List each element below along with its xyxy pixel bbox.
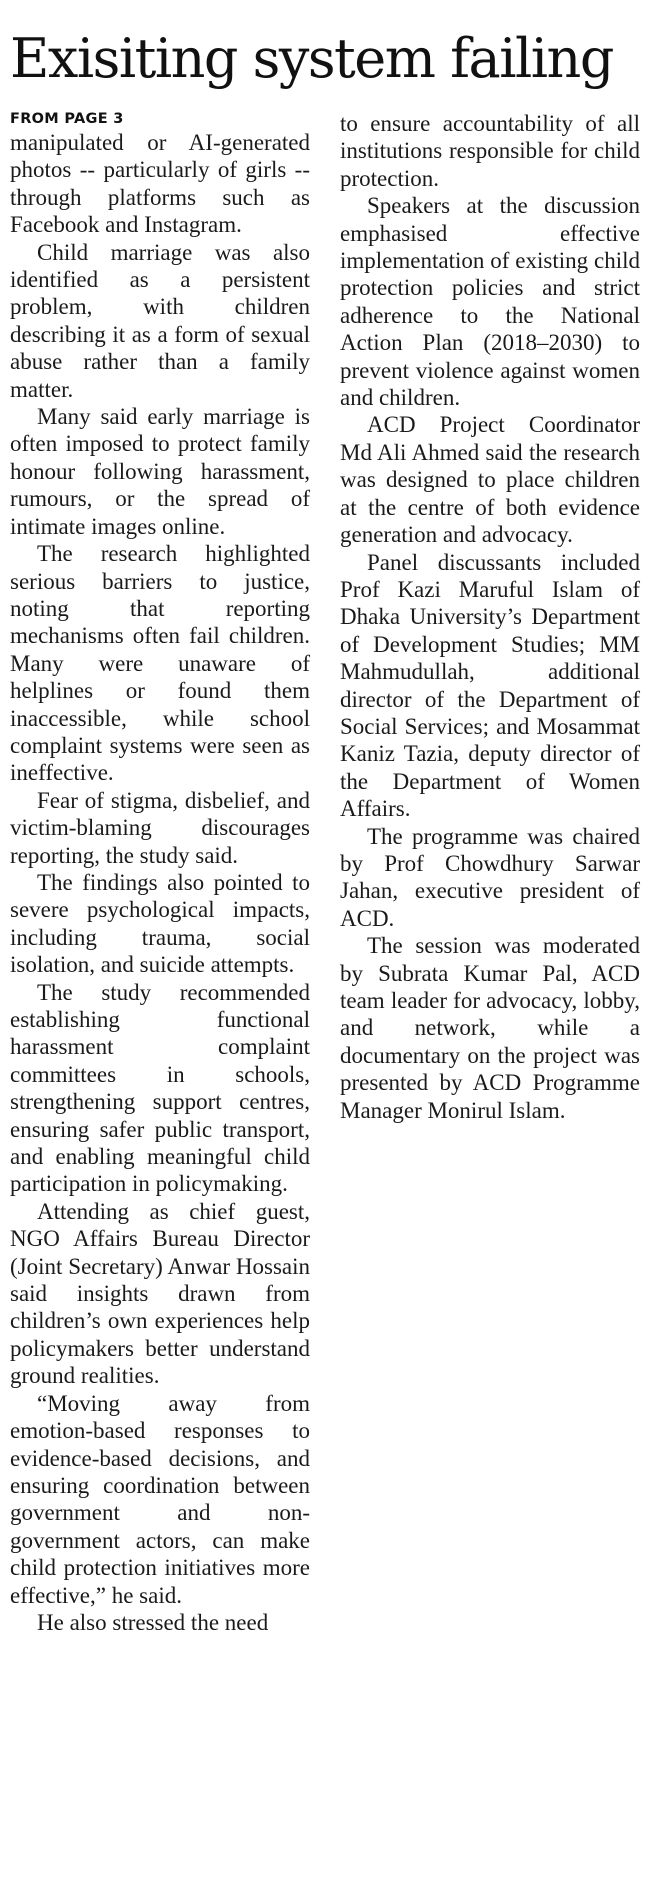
- paragraph: The programme was chaired by Prof Chowdhury Sarwar Jahan, executive president of ACD.: [340, 823, 640, 931]
- paragraph: The study recommended establishing functional harassment complaint committees in schools, strengthening support centres, ensuring safer public transport, and enabling meaningful child participation in policymaking.: [10, 979, 310, 1197]
- paragraph: Child marriage was also identified as a persistent problem, with children describing it as a form of sexual abuse rather than a family matter.: [10, 239, 310, 402]
- paragraph: manipulated or AI-generated photos -- particularly of girls -- through platforms such as Facebook and Instagram.: [10, 130, 310, 238]
- paragraph: “Moving away from emotion-based responses to evidence-based decisions, and ensuring coordination between government and non-government actors, can make child protection initiatives more effective,” he said.: [10, 1390, 310, 1608]
- paragraph: The findings also pointed to severe psychological impacts, including trauma, social isolation, and suicide attempts.: [10, 869, 310, 978]
- paragraph: Attending as chief guest, NGO Affairs Bureau Director (Joint Secretary) Anwar Hossain said insights drawn from children’s own experiences help policymakers better understand ground realities.: [10, 1198, 310, 1389]
- paragraph: Speakers at the discussion emphasised effective implementation of existing child protection policies and strict adherence to the National Action Plan (2018–2030) to prevent violence against women and children.: [340, 193, 640, 411]
- paragraph: Many said early marriage is often imposed to protect family honour following harassment, rumours, or the spread of intimate images online.: [10, 404, 310, 539]
- paragraph: Panel discussants included Prof Kazi Maruful Islam of Dhaka University’s Department of Development Studies; MM Mahmudullah, additional director of the Department of Social Services; and Mosammat Kaniz Tazia, deputy director of the Department of Women Affairs.: [340, 549, 640, 822]
- article-column-right: [340, 110, 640, 1124]
- paragraph: to ensure accountability of all institutions responsible for child protection.: [340, 111, 640, 191]
- article-column-left: [10, 110, 310, 1636]
- paragraph: Fear of stigma, disbelief, and victim-blaming discourages reporting, the study said.: [10, 787, 310, 868]
- paragraph: The research highlighted serious barriers to justice, noting that reporting mechanisms often fail children. Many were unaware of helplines or found them inaccessible, while school complaint systems were seen as ineffective.: [10, 541, 310, 786]
- paragraph: The session was moderated by Subrata Kumar Pal, ACD team leader for advocacy, lobby, and network, while a documentary on the project was presented by ACD Programme Manager Monirul Islam.: [340, 933, 640, 1123]
- paragraph: ACD Project Coordinator Md Ali Ahmed said the research was designed to place children at the centre of both evidence generation and advocacy.: [340, 412, 640, 548]
- headline: Exisiting system failing: [10, 27, 613, 90]
- paragraph: He also stressed the need: [37, 1609, 269, 1635]
- continuation-label: FROM PAGE 3: [10, 111, 124, 127]
